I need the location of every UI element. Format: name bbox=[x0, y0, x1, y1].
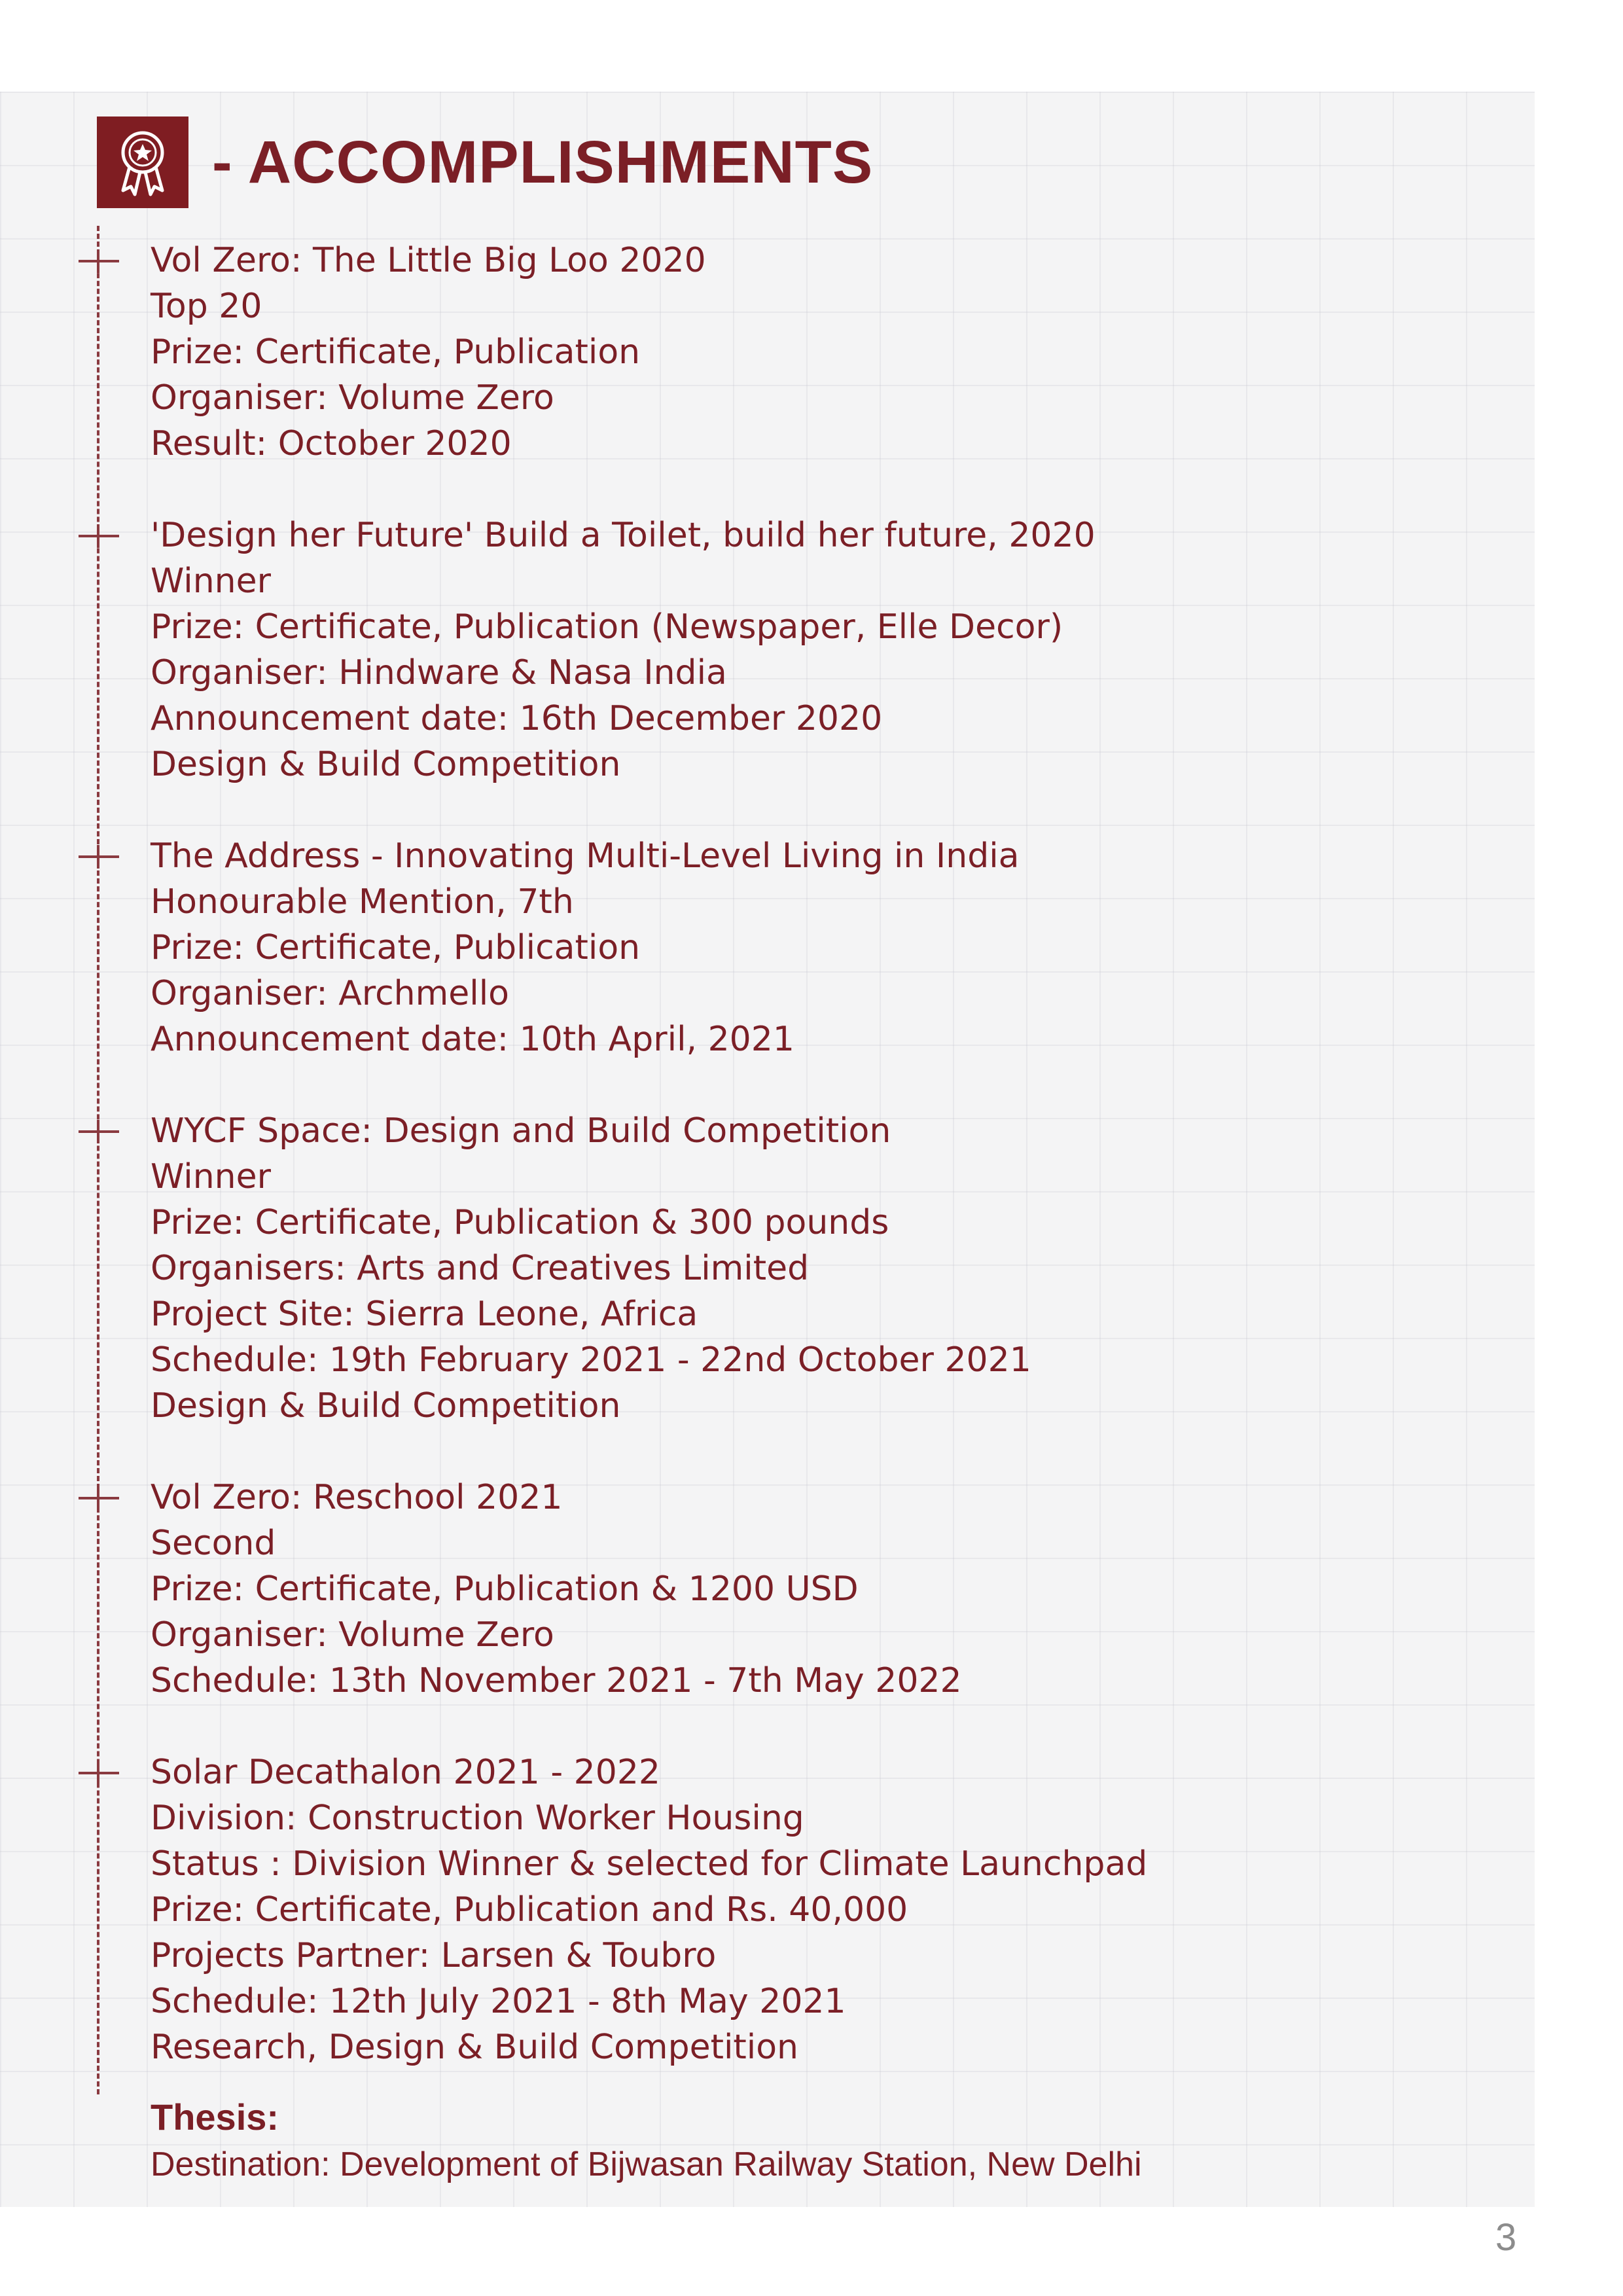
entry-line: Prize: Certificate, Publication and Rs. 40,000 bbox=[151, 1890, 908, 1929]
entry-line: Organisers: Arts and Creatives Limited bbox=[151, 1249, 810, 1288]
accomplishment-entry bbox=[151, 1475, 962, 1704]
entry-line: Organiser: Hindware & Nasa India bbox=[151, 653, 727, 692]
entry-title: Solar Decathalon 2021 - 2022 bbox=[151, 1753, 660, 1792]
entry-line: Status : Division Winner & selected for Climate Launchpad bbox=[151, 1844, 1148, 1884]
entry-line: Winner bbox=[151, 1157, 272, 1196]
entry-line: Prize: Certificate, Publication bbox=[151, 332, 641, 372]
entry-line: Announcement date: 16th December 2020 bbox=[151, 699, 883, 738]
entry-line: Organiser: Archmello bbox=[151, 974, 509, 1013]
entry-line: Projects Partner: Larsen & Toubro bbox=[151, 1936, 717, 1975]
entry-line: Honourable Mention, 7th bbox=[151, 882, 574, 922]
entry-line: Announcement date: 10th April, 2021 bbox=[151, 1020, 794, 1059]
entry-line: Research, Design & Build Competition bbox=[151, 2028, 799, 2067]
entry-line: Top 20 bbox=[151, 287, 262, 326]
entry-line: Design & Build Competition bbox=[151, 745, 621, 784]
timeline-marker bbox=[79, 1772, 119, 1774]
accomplishment-entry bbox=[151, 238, 706, 467]
entry-line: Winner bbox=[151, 562, 272, 601]
entry-line: Prize: Certificate, Publication & 300 pounds bbox=[151, 1203, 889, 1242]
entry-line: Division: Construction Worker Housing bbox=[151, 1799, 804, 1838]
entry-line: Schedule: 13th November 2021 - 7th May 2022 bbox=[151, 1661, 962, 1700]
timeline-line bbox=[97, 226, 99, 2094]
accomplishment-entry bbox=[151, 833, 1020, 1062]
entry-title: WYCF Space: Design and Build Competition bbox=[151, 1111, 891, 1151]
accomplishment-entry bbox=[151, 1749, 1147, 2070]
timeline-marker bbox=[79, 855, 119, 858]
page-number: 3 bbox=[1495, 2216, 1517, 2259]
page-title: - ACCOMPLISHMENTS bbox=[212, 129, 874, 196]
thesis-section bbox=[151, 2094, 1142, 2189]
entry-line: Design & Build Competition bbox=[151, 1386, 621, 1426]
entry-line: Prize: Certificate, Publication bbox=[151, 928, 641, 967]
entry-title: Vol Zero: The Little Big Loo 2020 bbox=[151, 241, 706, 280]
entry-line: Schedule: 12th July 2021 - 8th May 2021 bbox=[151, 1982, 846, 2021]
thesis-text: Destination: Development of Bijwasan Railway Station, New Delhi bbox=[151, 2145, 1142, 2183]
entry-line: Prize: Certificate, Publication (Newspaper, Elle Decor) bbox=[151, 607, 1063, 647]
timeline-marker bbox=[79, 260, 119, 262]
entry-line: Prize: Certificate, Publication & 1200 USD bbox=[151, 1570, 859, 1609]
timeline-marker bbox=[79, 1130, 119, 1133]
entry-title: Vol Zero: Reschool 2021 bbox=[151, 1478, 563, 1517]
thesis-label: Thesis: bbox=[151, 2096, 279, 2138]
entry-line: Project Site: Sierra Leone, Africa bbox=[151, 1295, 698, 1334]
entry-line: Organiser: Volume Zero bbox=[151, 1615, 554, 1655]
entry-title: 'Design her Future' Build a Toilet, build her future, 2020 bbox=[151, 516, 1096, 555]
entry-title: The Address - Innovating Multi-Level Living in India bbox=[151, 836, 1020, 876]
accomplishment-entry bbox=[151, 512, 1096, 787]
section-header bbox=[97, 117, 873, 208]
entry-line: Schedule: 19th February 2021 - 22nd October 2021 bbox=[151, 1340, 1031, 1380]
entry-line: Organiser: Volume Zero bbox=[151, 378, 554, 418]
entry-line: Second bbox=[151, 1524, 276, 1563]
timeline-marker bbox=[79, 535, 119, 537]
timeline-marker bbox=[79, 1497, 119, 1499]
award-ribbon-icon bbox=[97, 117, 188, 208]
entry-line: Result: October 2020 bbox=[151, 424, 512, 463]
accomplishment-entry bbox=[151, 1108, 1031, 1429]
